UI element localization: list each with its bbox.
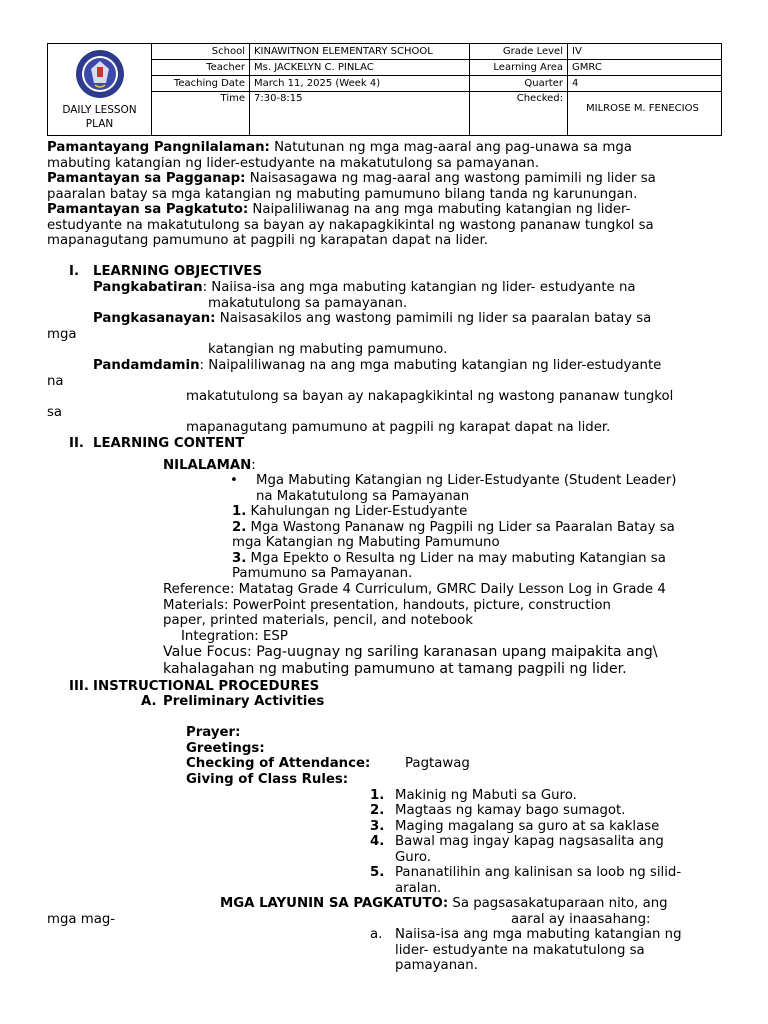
learning-area-label: Learning Area — [470, 60, 568, 76]
content-item-2-text: Mga Wastong Pananaw ng Pagpili ng Lider sa Paaralan Batay sa — [246, 519, 675, 535]
prayer-label: Prayer: — [186, 725, 241, 740]
standard-learning — [47, 202, 630, 218]
content-number: II. — [69, 436, 84, 451]
standard-performance-label: Pamantayan sa Pagganap: — [47, 171, 246, 186]
topic-line1: Mga Mabuting Katangian ng Lider-Estudyante (Student Leader) — [256, 473, 677, 488]
standard-learning-line3: mapanagutang pamumuno at pagpili ng karapatan dapat na lider. — [47, 233, 488, 248]
deped-seal-icon — [75, 49, 125, 99]
objective-psychomotor-line2: katangian ng mabuting pamumuno. — [208, 342, 448, 357]
content-item-3 — [232, 551, 666, 567]
content-item-2-number: 2. — [232, 519, 247, 535]
nilalaman — [163, 458, 256, 474]
topic-line2: na Makatutulong sa Pamayanan — [256, 488, 470, 504]
grade-level-value: IV — [568, 44, 722, 60]
standard-learning-label: Pamantayan sa Pagkatuto: — [47, 202, 249, 217]
rule-4-text-line2: Guro. — [395, 849, 432, 865]
teacher-label: Teacher — [152, 60, 250, 76]
objective-affective-wrap2: sa — [47, 404, 63, 420]
teaching-date-value: March 11, 2025 (Week 4) — [250, 76, 470, 92]
quarter-value: 4 — [568, 76, 722, 92]
rule-2-number: 2. — [370, 803, 385, 818]
objective-psychomotor-wrap: mga — [47, 326, 77, 342]
class-rules-label: Giving of Class Rules: — [186, 772, 349, 787]
content-item-3-number: 3. — [232, 550, 247, 566]
checked-value: MILROSE M. FENECIOS — [568, 92, 722, 136]
content-item-2-line2: mga Katangian ng Mabuting Pamumuno — [232, 535, 500, 550]
goal-a-line3: pamayanan. — [395, 958, 478, 973]
content-item-1-number: 1. — [232, 504, 247, 519]
standard-learning-text: Naipaliliwanag na ang mga mabuting katangian ng lider- — [248, 202, 631, 217]
learning-goals-label: MGA LAYUNIN SA PAGKATUTO: — [220, 896, 449, 911]
value-focus-line1: Value Focus: Pag-uugnay ng sariling karanasan upang maipakita ang\ — [163, 644, 658, 660]
content-heading: LEARNING CONTENT — [93, 436, 245, 451]
rule-5-number: 5. — [370, 865, 385, 880]
rule-1-text: Makinig ng Mabuti sa Guro. — [395, 788, 577, 803]
learning-goals-line2: aaral ay inaasahang: — [511, 911, 651, 927]
rule-4-number: 4. — [370, 834, 385, 849]
goal-a-letter: a. — [370, 927, 383, 942]
integration: Integration: ESP — [181, 628, 288, 644]
value-focus-line2: kahalagahan ng mabuting pamumuno at tamang pagpili ng lider. — [163, 661, 627, 677]
procedures-number: III. — [69, 679, 89, 694]
learning-goals — [220, 896, 668, 912]
logo-cell — [48, 44, 152, 136]
time-value: 7:30-8:15 — [250, 92, 470, 136]
time-label: Time — [152, 92, 250, 136]
standard-content-text: Natutunan ng mga mag-aaral ang pag-unawa sa mga — [269, 140, 632, 155]
objectives-number: I. — [69, 264, 79, 279]
procedures-heading: INSTRUCTIONAL PROCEDURES — [93, 679, 320, 694]
rule-4-text: Bawal mag ingay kapag nagsasalita ang — [395, 834, 664, 849]
dlp-title: DAILY LESSON — [62, 104, 137, 116]
attendance-label: Checking of Attendance: — [186, 756, 371, 771]
quarter-label: Quarter — [470, 76, 568, 92]
learning-area-value: GMRC — [568, 60, 722, 76]
objective-affective — [93, 358, 661, 374]
goal-a-line2: lider- estudyante na makatutulong sa — [395, 942, 645, 958]
rule-1-number: 1. — [370, 788, 385, 803]
content-item-3-text: Mga Epekto o Resulta ng Lider na may mabuting Katangian sa — [246, 550, 666, 566]
objective-affective-wrap1: na — [47, 373, 64, 389]
topic-bullet: • — [230, 473, 238, 488]
objective-affective-text: : Naipaliliwanag na ang mga mabuting katangian ng lider-estudyante — [199, 358, 662, 373]
objectives-heading: LEARNING OBJECTIVES — [93, 264, 263, 279]
goal-a-line1: Naiisa-isa ang mga mabuting katangian ng — [395, 927, 682, 942]
content-item-3-line2: Pamumuno sa Pamayanan. — [232, 566, 413, 581]
rule-3-text: Maging magalang sa guro at sa kaklase — [395, 819, 660, 834]
grade-level-label: Grade Level — [470, 44, 568, 60]
learning-goals-text: Sa pagsasakatuparaan nito, ang — [448, 896, 668, 911]
standard-performance-line2: paaralan batay sa mga katangian ng mabuting pamumuno bilang tanda ng karunungan. — [47, 186, 638, 202]
header-table — [47, 43, 722, 136]
learning-goals-wrap: mga mag- — [47, 911, 116, 927]
preliminary-heading: Preliminary Activities — [163, 694, 325, 709]
content-item-1-text: Kahulungan ng Lider-Estudyante — [246, 504, 468, 519]
objective-psychomotor-label: Pangkasanayan: — [93, 311, 216, 326]
standard-performance-text: Naisasagawa ng mag-aaral ang wastong pamimili ng lider sa — [245, 171, 656, 186]
standard-performance — [47, 171, 656, 187]
content-item-2 — [232, 520, 675, 536]
dlp-subtitle: PLAN — [85, 118, 114, 130]
materials-line2: paper, printed materials, pencil, and notebook — [163, 613, 473, 628]
objective-cognitive-line2: makatutulong sa pamayanan. — [208, 295, 408, 311]
teacher-value: Ms. JACKELYN C. PINLAC — [250, 60, 470, 76]
objective-psychomotor — [93, 311, 651, 327]
greetings-label: Greetings: — [186, 741, 265, 756]
materials-line1: Materials: PowerPoint presentation, handouts, picture, construction — [163, 597, 611, 613]
rule-5-text: Pananatilihin ang kalinisan sa loob ng silid- — [395, 865, 682, 880]
school-value: KINAWITNON ELEMENTARY SCHOOL — [250, 44, 470, 60]
reference: Reference: Matatag Grade 4 Curriculum, GMRC Daily Lesson Log in Grade 4 — [163, 582, 666, 597]
school-label: School — [152, 44, 250, 60]
content-item-1 — [232, 504, 467, 520]
rule-3-number: 3. — [370, 819, 385, 834]
standard-learning-line2: estudyante na makatutulong sa bayan ay nakapagkikintal ng wastong pananaw tungkol sa — [47, 217, 654, 233]
standard-content-line2: mabuting katangian ng lider-estudyante na makatutulong sa pamayanan. — [47, 155, 540, 171]
objective-affective-line2: makatutulong sa bayan ay nakapagkikintal ng wastong pananaw tungkol — [186, 389, 674, 404]
nilalaman-label: NILALAMAN — [163, 458, 252, 473]
preliminary-letter: A. — [141, 694, 157, 709]
checked-label: Checked: — [470, 92, 568, 136]
teaching-date-label: Teaching Date — [152, 76, 250, 92]
standard-content — [47, 140, 632, 156]
objective-affective-label: Pandamdamin — [93, 358, 200, 373]
objective-affective-line3: mapanagutang pamumuno at pagpili ng karapat dapat na lider. — [186, 420, 611, 435]
nilalaman-colon: : — [251, 458, 256, 473]
objective-cognitive-text: : Naiisa-isa ang mga mabuting katangian ng lider- estudyante na — [202, 280, 636, 295]
rule-2-text: Magtaas ng kamay bago sumagot. — [395, 803, 626, 818]
attendance-value: Pagtawag — [405, 756, 470, 771]
objective-psychomotor-text: Naisasakilos ang wastong pamimili ng lider sa paaralan batay sa — [215, 311, 652, 326]
objective-cognitive-label: Pangkabatiran — [93, 280, 203, 295]
standard-content-label: Pamantayang Pangnilalaman: — [47, 140, 270, 155]
objective-cognitive — [93, 280, 636, 296]
rule-5-text-line2: aralan. — [395, 880, 442, 896]
